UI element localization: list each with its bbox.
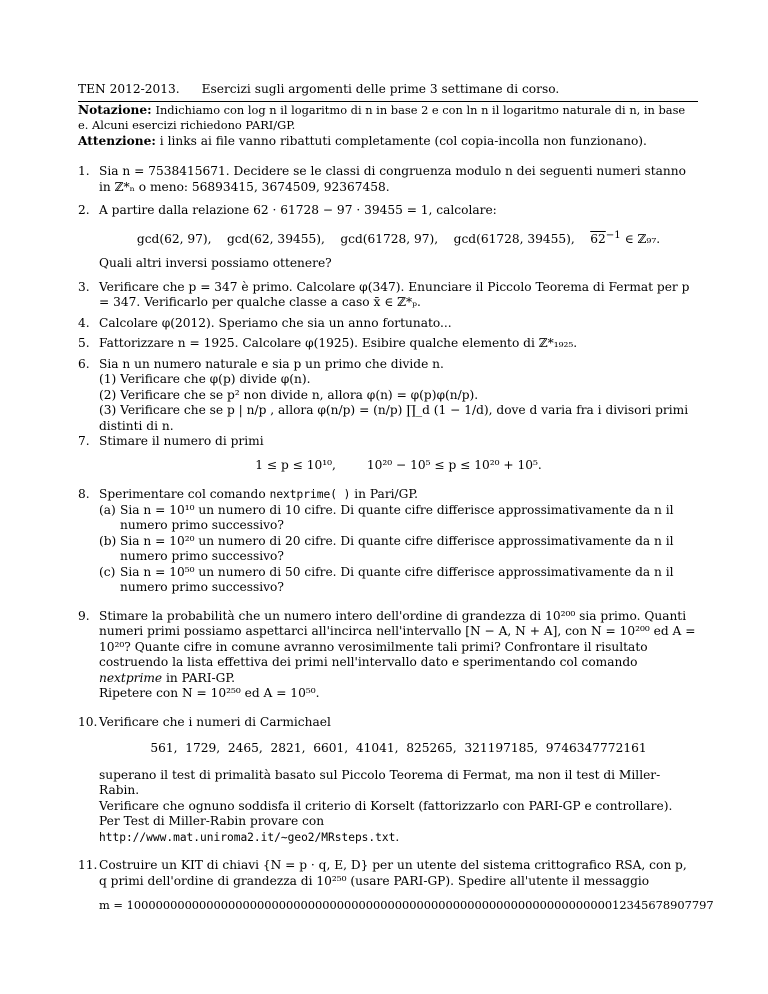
text-part: Stimare la probabilità che un numero intero dell'ordine di grandezza di 10²⁰⁰ sia primo. Quanti numeri primi possiamo aspettarci all'incirca nell'intervallo [N − A, N + A], con N = 10²⁰⁰ ed A = 10²⁰? Quante cifre in comune avranno verosimilmente tali primi? Confrontare il risultato costruendo la lista effettiva dei primi nell'intervallo dato e sperimentando col comando [99, 608, 696, 670]
exercise-3 [78, 280, 698, 311]
exercise-4 [78, 316, 698, 332]
exercise-5 [78, 336, 698, 352]
exercise-part [99, 534, 698, 565]
exercise-9 [78, 609, 698, 702]
exercise-intro: Sia n un numero naturale e sia p un primo che divide n. [99, 356, 444, 371]
notation-text: Indichiamo con log n il logaritmo di n in base 2 e con ln n il logaritmo naturale di n, in base e. Alcuni esercizi richiedono PARI/GP. [78, 102, 686, 132]
exercise-text: Verificare che p = 347 è primo. Calcolare φ(347). Enunciare il Piccolo Teorema di Fermat per p = 347. Verificarlo per qualche classe a caso x̄ ∈ ℤ*ₚ. [99, 279, 690, 310]
carmichael-numbers: 561, 1729, 2465, 2821, 6601, 41041, 825265, 321197185, 9746347772161 [150, 741, 647, 756]
exercise-number: 4. [78, 315, 90, 330]
part-text: Sia n = 10¹⁰ un numero di 10 cifre. Di quante cifre differisce approssimativamente da n il numero primo successivo? [120, 502, 674, 533]
exercise-number: 6. [78, 356, 90, 371]
link-line [99, 830, 698, 846]
exercise-number: 11. [78, 858, 98, 873]
exercise-line: Verificare che ognuno soddisfa il criterio di Korselt (fattorizzarlo con PARI-GP e controllare). [99, 798, 673, 813]
exercise-line: superano il test di primalità basato sul Piccolo Teorema di Fermat, ma non il test di Miller-Rabin. [99, 767, 661, 798]
part-text: Sia n = 10⁵⁰ un numero di 50 cifre. Di quante cifre differisce approssimativamente da n il numero primo successivo? [120, 564, 674, 595]
notation-paragraph [78, 103, 698, 134]
exercise-part: (1) Verificare che φ(p) divide φ(n). [99, 372, 311, 387]
prime-range-display: 1 ≤ p ≤ 10¹⁰, 10²⁰ − 10⁵ ≤ p ≤ 10²⁰ + 10⁵. [255, 457, 542, 472]
gcd-display: gcd(62, 97), gcd(62, 39455), gcd(61728, 97), gcd(61728, 39455), $62^{-1}$ ∈ ℤ₉₇. [136, 229, 661, 246]
inverse-tail: ∈ ℤ₉₇. [620, 231, 661, 246]
exercise-part: (2) Verificare che se p² non divide n, allora φ(n) = φ(p)φ(n/p). [99, 387, 479, 402]
exercise-text: Calcolare φ(2012). Speriamo che sia un anno fortunato... [99, 315, 452, 330]
part-label: (c) [99, 564, 116, 579]
exercise-part [99, 565, 698, 596]
exercise-number: 5. [78, 336, 90, 351]
exercise-8 [78, 487, 698, 596]
gcd-list: gcd(62, 97), gcd(62, 39455), gcd(61728, 97), gcd(61728, 39455), [136, 231, 591, 246]
header [78, 82, 698, 98]
exercise-part: (3) Verificare che se p | n/p , allora φ(n/p) = (n/p) ∏_d (1 − 1/d), dove d varia fra i divisori primi distinti di n. [99, 403, 689, 433]
exercise-repeat: Ripetere con N = 10²⁵⁰ ed A = 10⁵⁰. [99, 686, 320, 701]
exercise-number: 3. [78, 279, 90, 294]
exercise-2 [78, 203, 698, 272]
exercise-number: 9. [78, 608, 90, 623]
exercise-intro: A partire dalla relazione 62 · 61728 − 97 · 39455 = 1, calcolare: [99, 203, 497, 217]
course-title: TEN 2012-2013. [78, 82, 180, 96]
notation-label: Notazione: [78, 102, 152, 117]
exercise-part [99, 503, 698, 534]
exercise-10 [78, 715, 698, 846]
exercise-intro: Verificare che i numeri di Carmichael [99, 714, 331, 729]
attention-text: i links ai file vanno ribattuti completamente (col copia-incolla non funzionano). [159, 133, 647, 148]
command-text: nextprime( ) [269, 488, 351, 502]
rsa-message: m = 100000000000000000000000000000000000000000000000000000000000000000012345678907797 [99, 898, 714, 913]
inverse-base: 62 [590, 231, 606, 246]
document-page [78, 82, 714, 914]
exercise-list [78, 164, 714, 914]
attention-paragraph [78, 134, 698, 150]
attention-label: Attenzione: [78, 133, 156, 148]
exercise-line: Per Test di Miller-Rabin provare con [99, 814, 325, 829]
exercise-number: 1. [78, 164, 90, 178]
exercise-1 [78, 164, 698, 195]
command-text: nextprime [99, 670, 163, 685]
exercise-number: 2. [78, 203, 90, 217]
exercise-text: Fattorizzare n = 1925. Calcolare φ(1925). Esibire qualche elemento di ℤ*₁₉₂₅. [99, 336, 578, 351]
intro-text: Sperimentare col comando [99, 487, 270, 502]
miller-rabin-link[interactable]: http://www.mat.uniroma2.it/∼geo2/MRsteps.txt [99, 830, 396, 844]
exercise-7 [78, 434, 698, 473]
exercise-number: 7. [78, 434, 90, 449]
exercise-text: Costruire un KIT di chiavi {N = p · q, E, D} per un utente del sistema crittografico RSA, con p, q primi dell'ordine di grandezza di 10²⁵⁰ (usare PARI-GP). Spedire all'utente il messaggio [99, 858, 687, 888]
part-label: (a) [99, 502, 116, 517]
document-subtitle: Esercizi sugli argomenti delle prime 3 settimane di corso. [201, 82, 560, 96]
exercise-6 [78, 357, 698, 435]
intro-text-end: in Pari/GP. [350, 487, 418, 502]
text-part-end: in PARI-GP. [162, 670, 235, 685]
link-tail: . [395, 829, 400, 844]
header-rule [78, 101, 698, 102]
exercise-text [99, 609, 698, 687]
part-label: (b) [99, 533, 117, 548]
exercise-text: Stimare il numero di primi [99, 434, 264, 449]
part-text: Sia n = 10²⁰ un numero di 20 cifre. Di quante cifre differisce approssimativamente da n il numero primo successivo? [120, 533, 674, 564]
exercise-text: Sia n = 7538415671. Decidere se le classi di congruenza modulo n dei seguenti numeri stanno in ℤ*ₙ o meno: 56893415, 3674509, 92367458. [99, 164, 686, 194]
exercise-number: 10. [78, 714, 98, 729]
exercise-number: 8. [78, 487, 90, 502]
exercise-intro [99, 487, 698, 503]
exercise-11 [78, 858, 714, 914]
exercise-question: Quali altri inversi possiamo ottenere? [99, 256, 332, 271]
